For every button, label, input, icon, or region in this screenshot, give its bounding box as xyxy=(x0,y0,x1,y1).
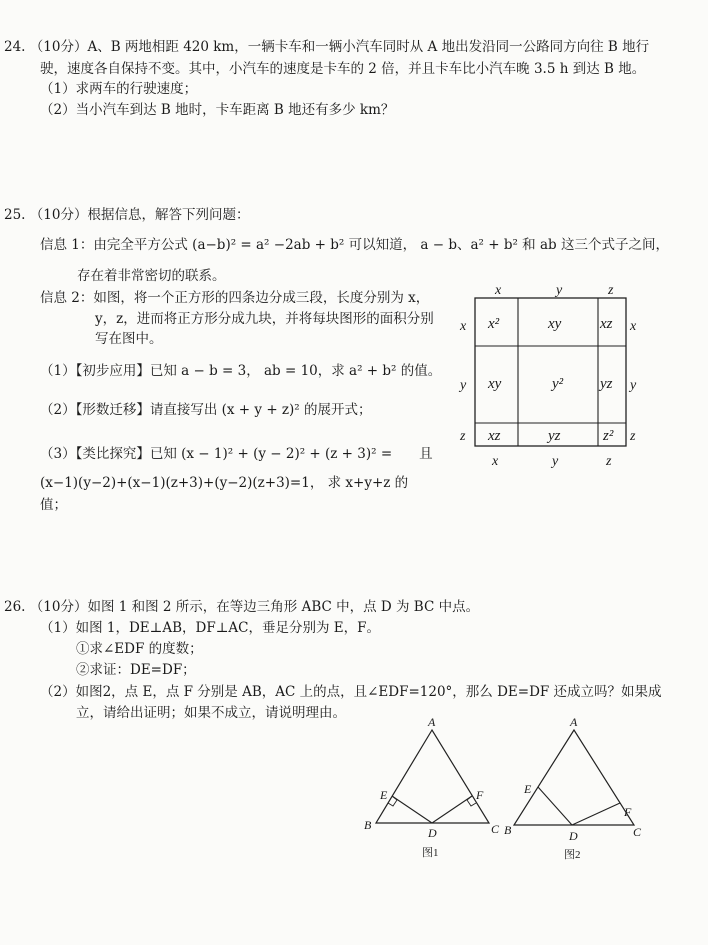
q26-sub1: （1）如图 1，DE⊥AB，DF⊥AC，垂足分别为 E，F。 xyxy=(40,620,380,636)
grid-top-y: y xyxy=(556,283,563,298)
triangle-figure-2 xyxy=(500,712,650,862)
grid-bottom-y: y xyxy=(552,454,559,469)
q25-title: 25. （10分）根据信息，解答下列问题： xyxy=(4,207,250,223)
fig2-label-c: C xyxy=(633,825,642,839)
q25-part1: （1）【初步应用】已知 a − b = 3， ab = 10，求 a² + b² 的值。 xyxy=(40,363,442,379)
q25-part3-line2: (x−1)(y−2)+(x−1)(z+3)+(y−2)(z+3)=1， 求 x+y+z 的 xyxy=(40,475,409,491)
fig1-right-angle-f xyxy=(467,796,476,806)
grid-cell-z2: z² xyxy=(603,428,614,444)
square-grid-figure xyxy=(448,280,648,475)
fig2-caption: 图2 xyxy=(564,849,581,861)
fig1-segment-de xyxy=(392,796,432,823)
grid-right-x: x xyxy=(630,319,637,334)
fig1-label-c: C xyxy=(491,822,500,836)
fig1-label-a: A xyxy=(428,715,436,729)
grid-bottom-x: x xyxy=(492,454,499,469)
q26-title: 26. （10分）如图 1 和图 2 所示，在等边三角形 ABC 中，点 D 为 BC 中点。 xyxy=(4,599,480,615)
grid-cell-yz-bottom: yz xyxy=(548,428,561,444)
q25-info2-line1: 信息 2：如图，将一个正方形的四条边分成三段，长度分别为 x， xyxy=(40,290,430,306)
grid-cell-x2: x² xyxy=(488,316,500,332)
fig2-label-d: D xyxy=(569,829,578,843)
grid-bottom-z: z xyxy=(606,454,612,469)
fig1-label-e: E xyxy=(380,788,388,802)
fig2-label-b: B xyxy=(504,823,512,837)
grid-cell-yz-mid: yz xyxy=(600,376,613,392)
q26-sub1b: ②求证：DE=DF； xyxy=(76,662,196,678)
grid-right-z: z xyxy=(630,429,636,444)
q24-sub2: （2）当小汽车到达 B 地时，卡车距离 B 地还有多少 km？ xyxy=(40,102,395,118)
q26-sub2-line1: （2）如图2，点 E，点 F 分别是 AB，AC 上的点，且∠EDF=120°，那么 DE=DF 还成立吗？如果成 xyxy=(40,684,662,700)
fig2-segment-df xyxy=(572,803,620,825)
grid-cell-xy-mid: xy xyxy=(488,376,502,392)
q24-sub1: （1）求两车的行驶速度； xyxy=(40,81,198,97)
q25-info2-line3: 写在图中。 xyxy=(95,331,163,347)
fig1-caption: 图1 xyxy=(422,847,439,859)
grid-top-z: z xyxy=(608,283,614,298)
q25-info1-line1: 信息 1：由完全平方公式 (a−b)² = a² −2ab + b² 可以知道， a − b、a² + b² 和 ab 这三个式子之间， xyxy=(40,237,669,253)
fig1-label-b: B xyxy=(364,818,372,832)
q26-sub1a: ①求∠EDF 的度数； xyxy=(76,641,203,657)
fig2-label-f: F xyxy=(624,805,632,819)
grid-left-z: z xyxy=(460,429,466,444)
q25-info1-line2: 存在着非常密切的联系。 xyxy=(77,268,226,284)
q25-part2: （2）【形数迁移】请直接写出 (x + y + z)² 的展开式； xyxy=(40,402,372,418)
grid-cell-xz-bottom: xz xyxy=(488,428,501,444)
fig1-label-f: F xyxy=(476,788,484,802)
q25-info2-line2: y，z，进而将正方形分成九块，并将每块图形的面积分别 xyxy=(95,311,434,327)
fig1-label-d: D xyxy=(428,826,437,840)
grid-cell-xz-top: xz xyxy=(600,316,613,332)
grid-cell-xy-top: xy xyxy=(548,316,562,332)
fig2-label-a: A xyxy=(570,715,578,729)
fig2-triangle-abc xyxy=(514,730,634,825)
grid-right-y: y xyxy=(630,378,637,393)
grid-top-x: x xyxy=(495,283,502,298)
triangle-figure-1 xyxy=(358,712,508,862)
grid-cell-y2: y² xyxy=(552,376,564,392)
grid-left-x: x xyxy=(460,319,467,334)
q24-line2: 驶，速度各自保持不变。其中，小汽车的速度是卡车的 2 倍，并且卡车比小汽车晚 3.5 h 到达 B 地。 xyxy=(40,61,646,77)
fig2-label-e: E xyxy=(524,782,532,796)
q26-sub2-line2: 立，请给出证明；如果不成立，请说明理由。 xyxy=(76,705,346,721)
q25-part3-line3: 值； xyxy=(40,497,67,513)
fig1-triangle-abc xyxy=(376,730,489,823)
fig2-segment-de xyxy=(538,787,572,825)
grid-left-y: y xyxy=(460,378,467,393)
fig1-segment-df xyxy=(432,796,472,823)
q24-line1: 24. （10分）A、B 两地相距 420 km，一辆卡车和一辆小汽车同时从 A 地出发沿同一公路同方向往 B 地行 xyxy=(4,39,650,55)
q25-part3-line1: （3）【类比探究】已知 (x − 1)² + (y − 2)² + (z + 3)² = 且 xyxy=(40,446,433,462)
